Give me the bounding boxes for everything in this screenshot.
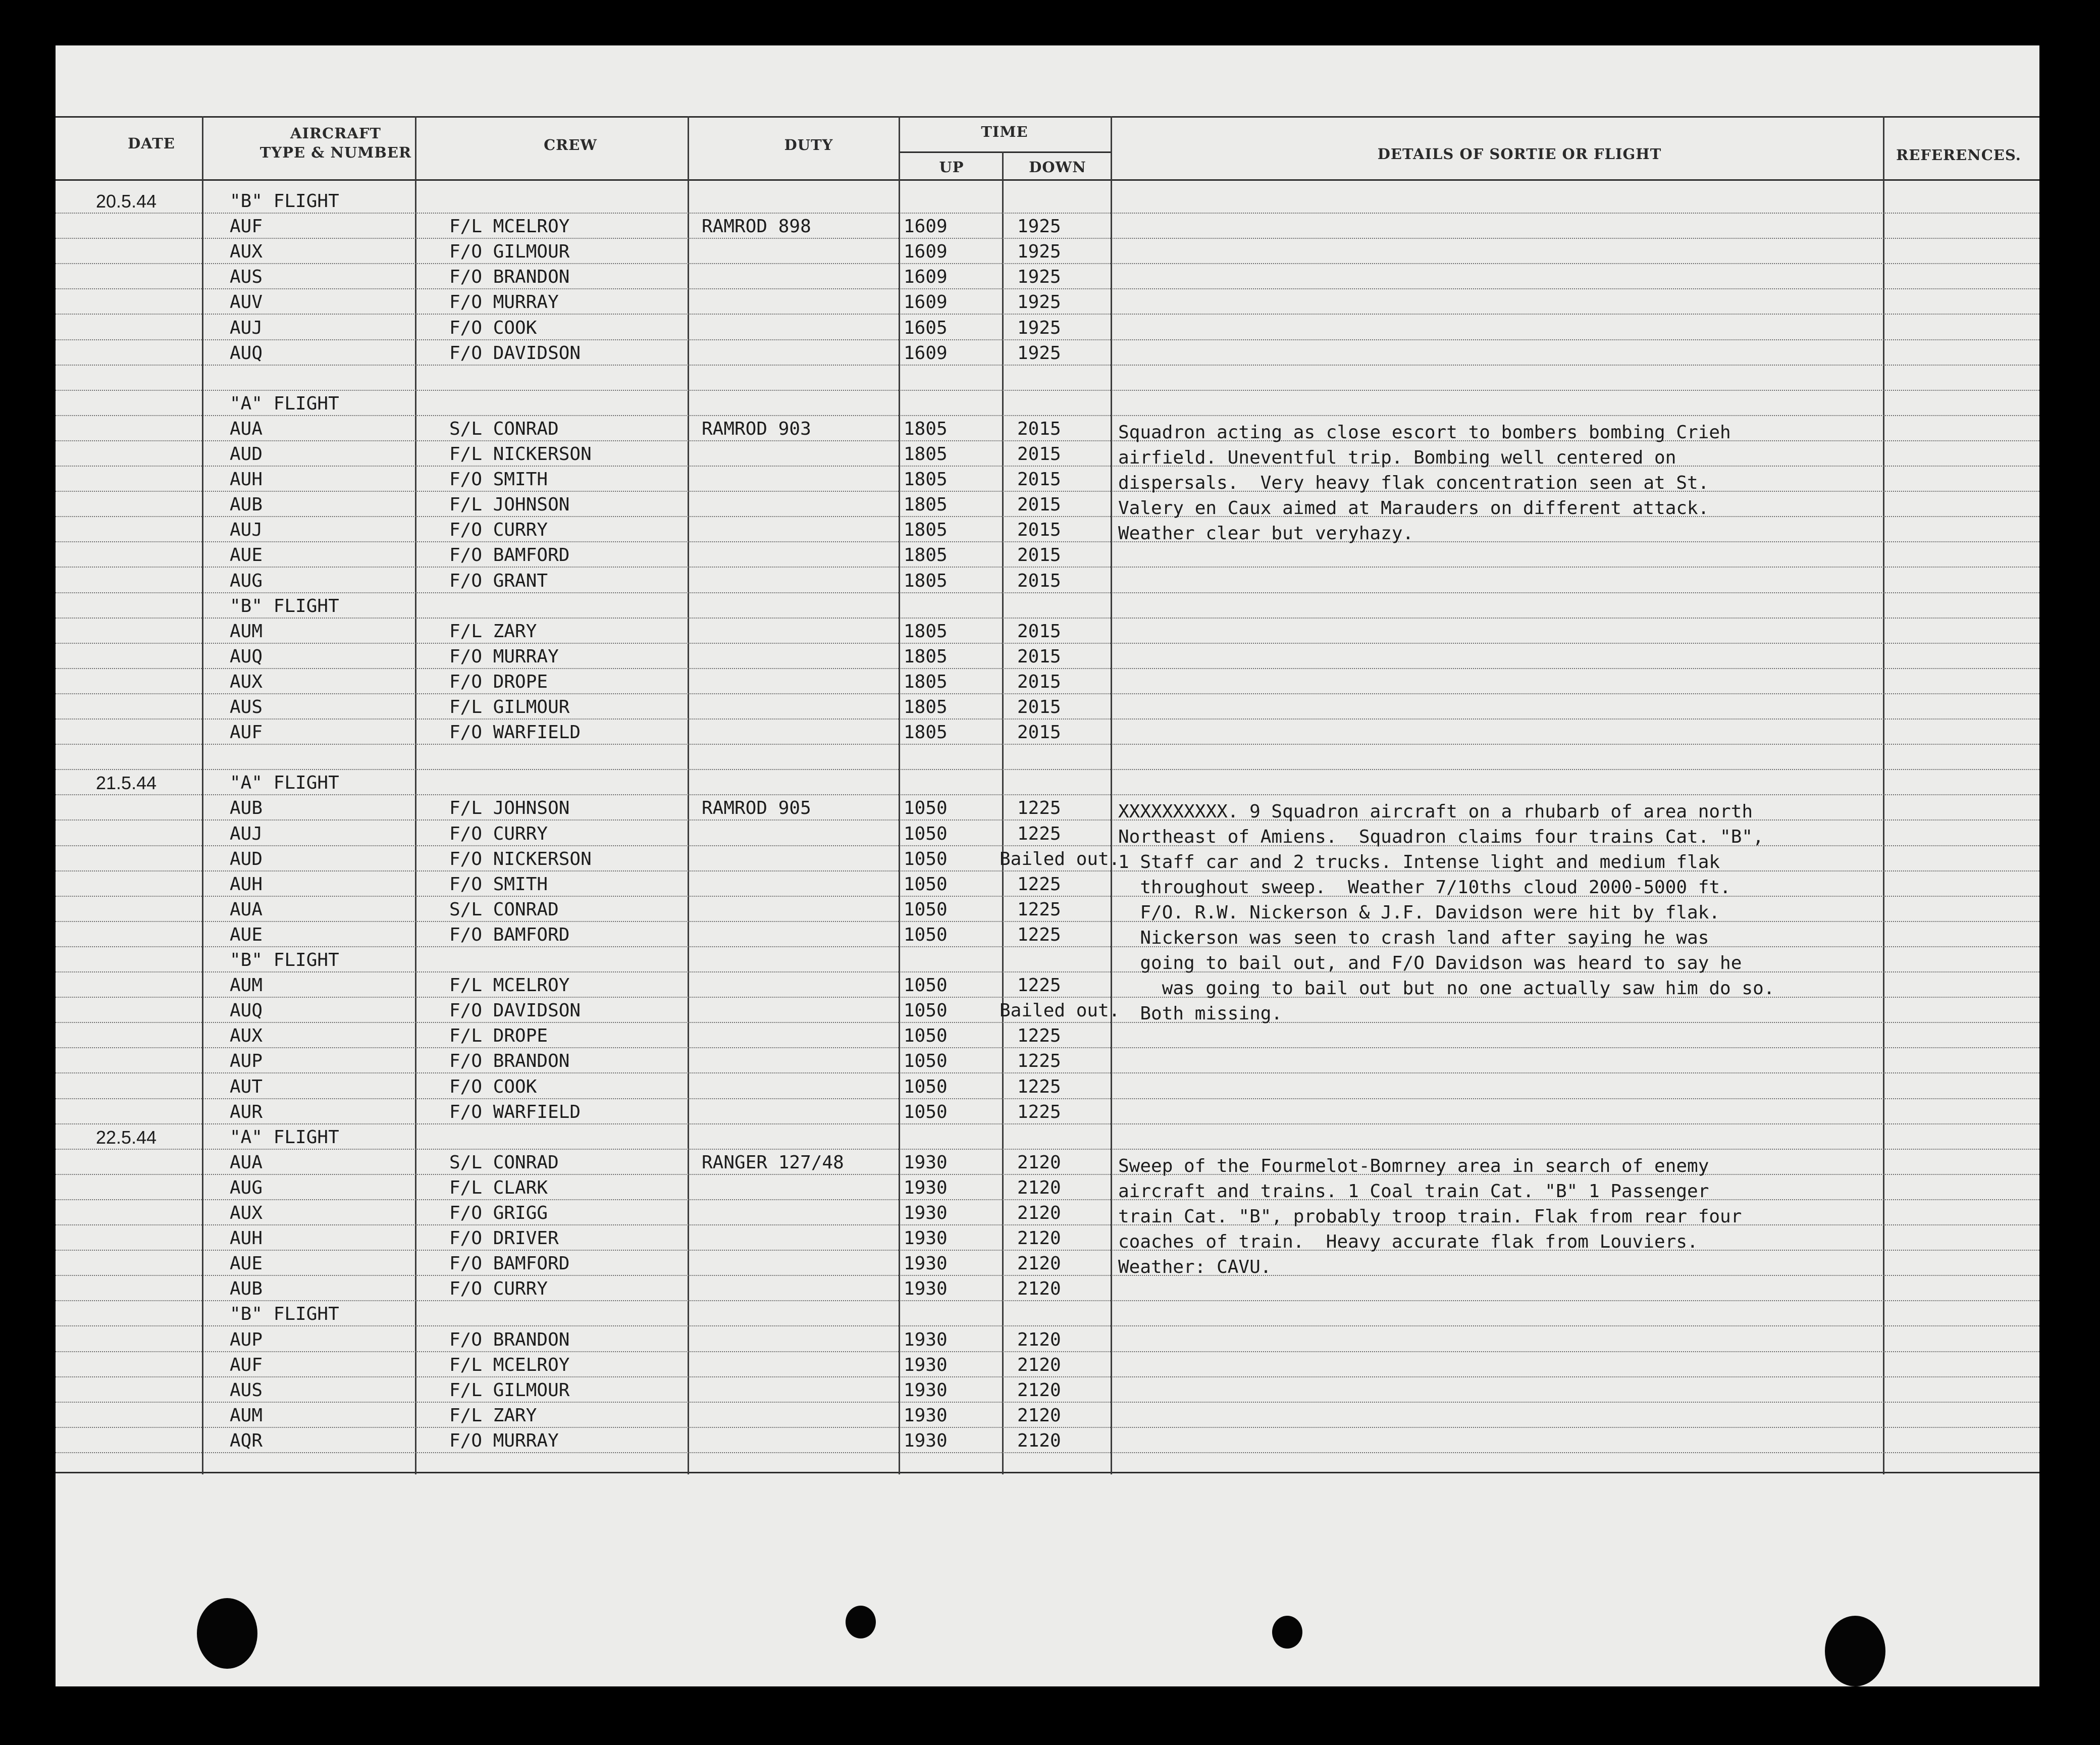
date-cell: 21.5.44 xyxy=(96,773,157,794)
aircraft-cell: AUF xyxy=(230,1354,263,1375)
aircraft-cell: AUP xyxy=(230,1051,263,1072)
time-down-cell: 2015 xyxy=(1017,570,1061,591)
row-rule xyxy=(56,794,2039,795)
table-bottom-rule xyxy=(56,1472,2039,1473)
time-down-cell: 2015 xyxy=(1017,444,1061,465)
row-rule xyxy=(56,1224,2039,1225)
crew-cell: F/O CURRY xyxy=(449,1278,548,1300)
aircraft-cell: AUE xyxy=(230,1253,263,1274)
row-rule xyxy=(56,744,2039,745)
time-up-cell: 1050 xyxy=(904,975,948,996)
crew-cell: F/O SMITH xyxy=(449,469,548,490)
row-rule xyxy=(56,314,2039,315)
binder-hole-left xyxy=(197,1598,257,1669)
duty-cell: RAMROD 903 xyxy=(702,418,811,439)
row-rule xyxy=(56,516,2039,517)
row-rule xyxy=(56,592,2039,593)
time-up-cell: 1805 xyxy=(904,494,948,516)
aircraft-cell: AUM xyxy=(230,621,263,642)
aircraft-cell: AUV xyxy=(230,292,263,313)
crew-cell: F/L DROPE xyxy=(449,1025,548,1047)
row-rule xyxy=(56,718,2039,720)
crew-cell: F/L ZARY xyxy=(449,621,537,642)
row-rule xyxy=(56,668,2039,669)
time-down-cell: Bailed out. xyxy=(1000,1000,1120,1021)
row-rule xyxy=(56,491,2039,492)
row-rule xyxy=(56,693,2039,694)
crew-cell: F/O DAVIDSON xyxy=(449,1000,581,1021)
crew-cell: F/L MCELROY xyxy=(449,216,570,237)
crew-cell: F/L JOHNSON xyxy=(449,798,570,819)
row-rule xyxy=(56,769,2039,770)
row-rule xyxy=(56,1047,2039,1048)
time-down-cell: 1225 xyxy=(1017,1051,1061,1072)
aircraft-cell: AUG xyxy=(230,1177,263,1198)
time-up-cell: 1805 xyxy=(904,444,948,465)
crew-cell: F/O GRANT xyxy=(449,570,548,591)
header-time: TIME xyxy=(981,123,1028,140)
aircraft-cell: AQR xyxy=(230,1430,263,1451)
time-up-cell: 1930 xyxy=(904,1177,948,1198)
row-rule xyxy=(56,1098,2039,1099)
aircraft-cell: AUS xyxy=(230,267,263,288)
crew-cell: F/O DROPE xyxy=(449,671,548,692)
row-rule xyxy=(56,643,2039,644)
header-duty: DUTY xyxy=(784,136,833,153)
crew-cell: F/L CLARK xyxy=(449,1177,548,1198)
time-up-cell: 1930 xyxy=(904,1152,948,1173)
aircraft-cell: AUA xyxy=(230,418,263,439)
row-rule xyxy=(56,288,2039,289)
time-up-cell: 1930 xyxy=(904,1253,948,1274)
time-down-cell: 2015 xyxy=(1017,646,1061,667)
time-up-cell: 1609 xyxy=(904,292,948,313)
time-up-cell: 1930 xyxy=(904,1329,948,1350)
time-up-cell: 1609 xyxy=(904,216,948,237)
sortie-details-text: Sweep of the Fourmelot-Bomrney area in search of enemy aircraft and trains. 1 Coal train Cat. "B" 1 Passenger train Cat. "B", probably troop train. Flak from rear four coaches of train. Heavy accurate flak from Louviers. Weather: CAVU. xyxy=(1118,1155,1742,1277)
time-down-cell: 2120 xyxy=(1017,1152,1061,1173)
time-down-cell: 1225 xyxy=(1017,1076,1061,1097)
row-rule xyxy=(56,263,2039,264)
time-down-cell: 1225 xyxy=(1017,924,1061,945)
time-up-cell: 1050 xyxy=(904,1051,948,1072)
crew-cell: F/O GILMOUR xyxy=(449,241,570,263)
crew-cell: F/O SMITH xyxy=(449,874,548,895)
time-down-cell: 1225 xyxy=(1017,823,1061,844)
crew-cell: F/O MURRAY xyxy=(449,1430,559,1451)
row-rule xyxy=(56,1325,2039,1326)
row-rule xyxy=(56,238,2039,239)
aircraft-cell: AUD xyxy=(230,848,263,869)
time-up-cell: 1930 xyxy=(904,1228,948,1249)
time-up-cell: 1609 xyxy=(904,241,948,263)
aircraft-cell: AUQ xyxy=(230,646,263,667)
time-down-cell: 1225 xyxy=(1017,975,1061,996)
aircraft-cell: AUX xyxy=(230,241,263,263)
time-down-cell: 1925 xyxy=(1017,292,1061,313)
row-rule xyxy=(56,567,2039,568)
row-rule xyxy=(56,1427,2039,1428)
crew-cell: F/L NICKERSON xyxy=(449,444,592,465)
aircraft-cell: AUB xyxy=(230,798,263,819)
aircraft-cell: AUJ xyxy=(230,823,263,844)
row-rule xyxy=(56,415,2039,416)
aircraft-cell: AUM xyxy=(230,975,263,996)
crew-cell: F/O BAMFORD xyxy=(449,924,570,945)
time-down-cell: 2015 xyxy=(1017,494,1061,516)
time-down-cell: Bailed out. xyxy=(1000,848,1120,869)
time-down-cell: 2120 xyxy=(1017,1228,1061,1249)
time-up-cell: 1805 xyxy=(904,722,948,743)
crew-cell: F/O MURRAY xyxy=(449,646,559,667)
aircraft-cell: "B" FLIGHT xyxy=(230,1304,339,1325)
time-up-cell: 1930 xyxy=(904,1203,948,1223)
header-crew: CREW xyxy=(544,136,597,153)
aircraft-cell: AUG xyxy=(230,570,263,591)
crew-cell: F/O COOK xyxy=(449,1076,537,1097)
crew-cell: F/L GILMOUR xyxy=(449,1379,570,1401)
time-down-cell: 2015 xyxy=(1017,697,1061,717)
row-rule xyxy=(56,1376,2039,1377)
time-up-cell: 1805 xyxy=(904,418,948,439)
time-down-cell: 2120 xyxy=(1017,1430,1061,1451)
crew-cell: F/O BAMFORD xyxy=(449,1253,570,1274)
row-rule xyxy=(56,1351,2039,1352)
time-down-cell: 1925 xyxy=(1017,267,1061,288)
crew-cell: F/O CURRY xyxy=(449,520,548,541)
time-up-cell: 1805 xyxy=(904,621,948,642)
aircraft-cell: AUX xyxy=(230,1025,263,1047)
time-down-cell: 2015 xyxy=(1017,621,1061,642)
crew-cell: F/O GRIGG xyxy=(449,1203,548,1223)
crew-cell: F/O COOK xyxy=(449,317,537,338)
header-date: DATE xyxy=(128,135,175,152)
crew-cell: F/L MCELROY xyxy=(449,975,570,996)
time-up-cell: 1805 xyxy=(904,646,948,667)
time-up-cell: 1050 xyxy=(904,1101,948,1122)
time-down-cell: 2015 xyxy=(1017,520,1061,541)
aircraft-cell: "B" FLIGHT xyxy=(230,191,339,212)
time-up-cell: 1050 xyxy=(904,874,948,895)
aircraft-cell: "A" FLIGHT xyxy=(230,1126,339,1148)
header-up: UP xyxy=(939,159,964,176)
crew-cell: F/O CURRY xyxy=(449,823,548,844)
duty-cell: RAMROD 898 xyxy=(702,216,811,237)
time-up-cell: 1609 xyxy=(904,342,948,364)
aircraft-cell: AUQ xyxy=(230,1000,263,1021)
duty-cell: RANGER 127/48 xyxy=(702,1152,844,1173)
header-aircraft: AIRCRAFT TYPE & NUMBER xyxy=(259,125,412,161)
row-rule xyxy=(56,1275,2039,1276)
crew-cell: F/L ZARY xyxy=(449,1405,537,1426)
time-up-cell: 1609 xyxy=(904,267,948,288)
crew-cell: F/L MCELROY xyxy=(449,1354,570,1375)
row-rule xyxy=(56,1402,2039,1403)
aircraft-cell: AUP xyxy=(230,1329,263,1350)
crew-cell: F/O BRANDON xyxy=(449,1329,570,1350)
aircraft-cell: AUX xyxy=(230,671,263,692)
aircraft-cell: AUD xyxy=(230,444,263,465)
row-rule xyxy=(56,1174,2039,1175)
time-down-cell: 2120 xyxy=(1017,1405,1061,1426)
aircraft-cell: "B" FLIGHT xyxy=(230,950,339,970)
time-down-cell: 2120 xyxy=(1017,1253,1061,1274)
binder-hole-right xyxy=(1825,1616,1885,1686)
crew-cell: F/O DAVIDSON xyxy=(449,342,581,364)
aircraft-cell: AUE xyxy=(230,545,263,566)
aircraft-cell: AUH xyxy=(230,1228,263,1249)
time-up-cell: 1050 xyxy=(904,1025,948,1047)
aircraft-cell: "A" FLIGHT xyxy=(230,393,339,414)
header-details: DETAILS OF SORTIE OR FLIGHT xyxy=(1377,145,1662,163)
time-up-cell: 1050 xyxy=(904,899,948,920)
row-rule xyxy=(56,213,2039,214)
time-down-cell: 2015 xyxy=(1017,469,1061,490)
aircraft-cell: AUB xyxy=(230,494,263,516)
aircraft-cell: AUF xyxy=(230,216,263,237)
crew-cell: F/O BRANDON xyxy=(449,1051,570,1072)
row-rule xyxy=(56,365,2039,366)
time-up-cell: 1930 xyxy=(904,1379,948,1401)
time-down-cell: 1225 xyxy=(1017,1101,1061,1122)
aircraft-cell: AUR xyxy=(230,1101,263,1122)
aircraft-cell: AUE xyxy=(230,924,263,945)
operations-record-sheet xyxy=(56,45,2039,1686)
row-rule xyxy=(56,339,2039,340)
crew-cell: S/L CONRAD xyxy=(449,899,559,920)
time-down-cell: 1925 xyxy=(1017,317,1061,338)
aircraft-cell: AUH xyxy=(230,874,263,895)
row-rule xyxy=(56,440,2039,441)
time-up-cell: 1805 xyxy=(904,520,948,541)
header-bottom-rule xyxy=(56,179,2039,181)
time-up-cell: 1930 xyxy=(904,1278,948,1300)
date-cell: 22.5.44 xyxy=(96,1126,157,1148)
time-down-cell: 2015 xyxy=(1017,671,1061,692)
time-up-cell: 1050 xyxy=(904,848,948,869)
date-cell: 20.5.44 xyxy=(96,191,157,212)
time-down-cell: 2015 xyxy=(1017,545,1061,566)
aircraft-cell: AUF xyxy=(230,722,263,743)
header-references: REFERENCES. xyxy=(1896,146,2021,164)
time-sub-rule xyxy=(899,151,1111,153)
crew-cell: F/O BAMFORD xyxy=(449,545,570,566)
time-up-cell: 1805 xyxy=(904,469,948,490)
duty-cell: RAMROD 905 xyxy=(702,798,811,819)
row-rule xyxy=(56,1072,2039,1073)
aircraft-cell: AUQ xyxy=(230,342,263,364)
time-down-cell: 2120 xyxy=(1017,1354,1061,1375)
row-rule xyxy=(56,1199,2039,1200)
time-down-cell: 1925 xyxy=(1017,241,1061,263)
time-up-cell: 1050 xyxy=(904,823,948,844)
time-up-cell: 1050 xyxy=(904,798,948,819)
row-rule xyxy=(56,541,2039,542)
time-down-cell: 2120 xyxy=(1017,1379,1061,1401)
binder-hole-center-left xyxy=(846,1606,876,1638)
time-up-cell: 1805 xyxy=(904,697,948,717)
crew-cell: F/O MURRAY xyxy=(449,292,559,313)
crew-cell: F/O WARFIELD xyxy=(449,1101,581,1122)
time-up-cell: 1050 xyxy=(904,1000,948,1021)
time-down-cell: 1225 xyxy=(1017,1025,1061,1047)
aircraft-cell: AUS xyxy=(230,697,263,717)
time-up-cell: 1050 xyxy=(904,924,948,945)
sortie-details-text: XXXXXXXXXX. 9 Squadron aircraft on a rhubarb of area north Northeast of Amiens. Squadron claims four trains Cat. "B", 1 Staff car and 2 trucks. Intense light and medium flak throughout sweep. Weather 7/10ths cloud 2000-5000 ft. F/O. R.W. Nickerson & J.F. Davidson were hit by flak. Nickerson was seen to crash land after saying he was going to bail out, and F/O Davidson was heard to say he was going to bail out but no one actually saw him do so. Both missing. xyxy=(1118,801,1775,1024)
faded-footer-print xyxy=(687,1626,696,1659)
row-rule xyxy=(56,390,2039,391)
aircraft-cell: "A" FLIGHT xyxy=(230,773,339,794)
time-up-cell: 1805 xyxy=(904,671,948,692)
row-rule xyxy=(56,1149,2039,1150)
time-down-cell: 2015 xyxy=(1017,722,1061,743)
crew-cell: F/O BRANDON xyxy=(449,267,570,288)
time-down-cell: 1225 xyxy=(1017,874,1061,895)
time-down-cell: 2120 xyxy=(1017,1177,1061,1198)
time-down-cell: 1225 xyxy=(1017,798,1061,819)
time-down-cell: 2120 xyxy=(1017,1278,1061,1300)
aircraft-cell: AUA xyxy=(230,1152,263,1173)
time-up-cell: 1930 xyxy=(904,1430,948,1451)
aircraft-cell: AUJ xyxy=(230,520,263,541)
crew-cell: F/L GILMOUR xyxy=(449,697,570,717)
aircraft-cell: AUH xyxy=(230,469,263,490)
time-up-cell: 1930 xyxy=(904,1354,948,1375)
aircraft-cell: AUA xyxy=(230,899,263,920)
crew-cell: S/L CONRAD xyxy=(449,418,559,439)
time-down-cell: 1925 xyxy=(1017,342,1061,364)
binder-hole-center-right xyxy=(1272,1616,1302,1649)
row-rule xyxy=(56,618,2039,619)
aircraft-cell: AUM xyxy=(230,1405,263,1426)
aircraft-cell: AUB xyxy=(230,1278,263,1300)
time-down-cell: 2015 xyxy=(1017,418,1061,439)
row-rule xyxy=(56,1300,2039,1301)
crew-cell: S/L CONRAD xyxy=(449,1152,559,1173)
time-up-cell: 1605 xyxy=(904,317,948,338)
time-up-cell: 1805 xyxy=(904,545,948,566)
time-up-cell: 1050 xyxy=(904,1076,948,1097)
time-up-cell: 1930 xyxy=(904,1405,948,1426)
row-rule xyxy=(56,1452,2039,1453)
time-down-cell: 2120 xyxy=(1017,1203,1061,1223)
row-rule xyxy=(56,466,2039,467)
time-down-cell: 1925 xyxy=(1017,216,1061,237)
time-up-cell: 1805 xyxy=(904,570,948,591)
row-rule xyxy=(56,1250,2039,1251)
header-down: DOWN xyxy=(1029,159,1086,176)
sortie-details-text: Squadron acting as close escort to bombers bombing Crieh airfield. Uneventful trip. Bombing well centered on dispersals. Very heavy flak concentration seen at St. Valery en Caux aimed at Marauders on different attack. Weather clear but veryhazy. xyxy=(1118,422,1731,544)
aircraft-cell: AUT xyxy=(230,1076,263,1097)
aircraft-cell: AUX xyxy=(230,1203,263,1223)
header-top-rule xyxy=(56,116,2039,118)
time-down-cell: 1225 xyxy=(1017,899,1061,920)
crew-cell: F/O NICKERSON xyxy=(449,848,592,869)
time-down-cell: 2120 xyxy=(1017,1329,1061,1350)
aircraft-cell: AUS xyxy=(230,1379,263,1401)
crew-cell: F/O DRIVER xyxy=(449,1228,559,1249)
aircraft-cell: AUJ xyxy=(230,317,263,338)
crew-cell: F/L JOHNSON xyxy=(449,494,570,516)
aircraft-cell: "B" FLIGHT xyxy=(230,595,339,617)
crew-cell: F/O WARFIELD xyxy=(449,722,581,743)
row-rule xyxy=(56,1123,2039,1124)
